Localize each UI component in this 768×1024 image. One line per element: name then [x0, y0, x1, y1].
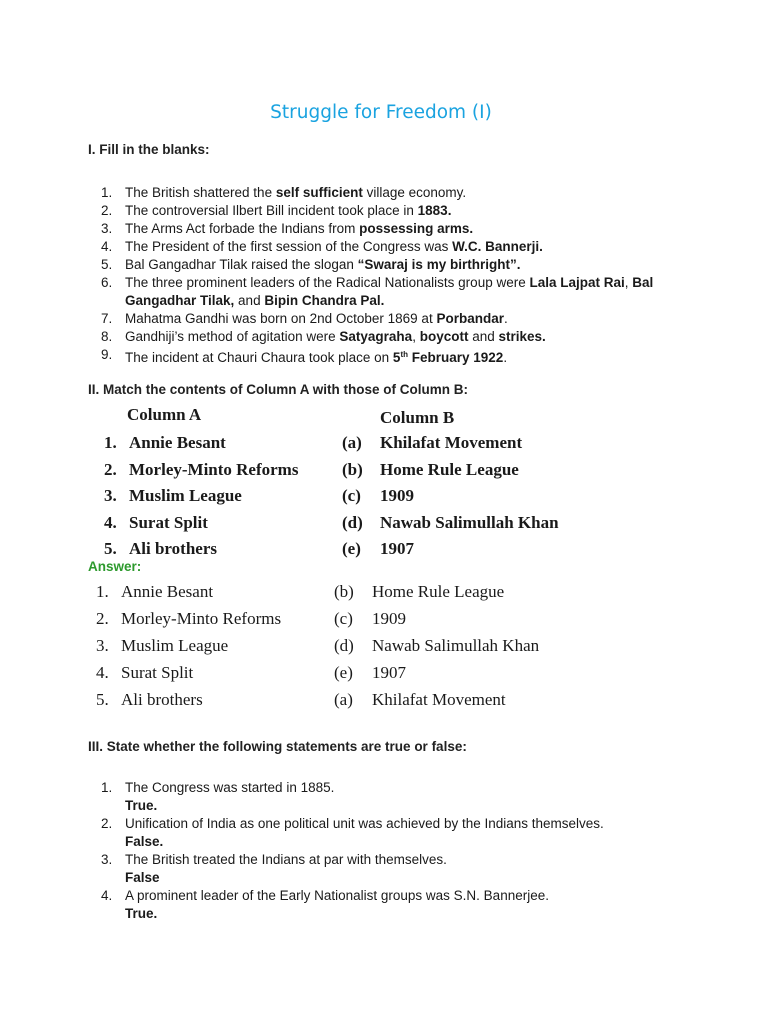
- item-number: 1.: [101, 185, 113, 200]
- answer-text: Bipin Chandra Pal.: [264, 293, 385, 308]
- item-text: The British shattered the: [125, 185, 276, 200]
- statement-text: A prominent leader of the Early Nationalist groups was S.N. Bannerjee.: [125, 888, 549, 903]
- item-text: ,: [624, 275, 633, 290]
- cell-num: 5.: [96, 690, 109, 709]
- cell-letter: (c): [334, 609, 353, 628]
- cell-letter: (e): [334, 663, 353, 682]
- cell-a: Annie Besant: [129, 433, 226, 452]
- item-number: 2.: [101, 203, 113, 218]
- list-item: [88, 202, 688, 220]
- item-number: 5.: [101, 257, 113, 272]
- cell-a: Muslim League: [121, 636, 229, 655]
- fill-in-blanks-list: [88, 184, 688, 367]
- section-2-heading: II. Match the contents of Column A with those of Column B:: [88, 382, 468, 397]
- cell-letter: (a): [334, 690, 353, 709]
- column-a-header: Column A: [127, 405, 202, 424]
- cell-a: Annie Besant: [121, 582, 214, 601]
- cell-a: Ali brothers: [129, 539, 217, 558]
- answer-text: W.C. Bannerji.: [452, 239, 543, 254]
- item-text: Gandhiji’s method of agitation were: [125, 329, 340, 344]
- cell-letter: (e): [342, 539, 361, 558]
- cell-b: Nawab Salimullah Khan: [372, 636, 540, 655]
- answer-text: True.: [125, 906, 158, 921]
- item-number: 8.: [101, 329, 113, 344]
- answer-text: True.: [125, 798, 158, 813]
- answer-text: possessing arms.: [359, 221, 474, 236]
- answer-text: self sufficient: [275, 185, 363, 200]
- list-item: [88, 346, 688, 367]
- answer-text: False: [125, 870, 160, 885]
- cell-num: 4.: [104, 512, 117, 532]
- cell-num: 5.: [104, 539, 117, 558]
- section-1-heading: I. Fill in the blanks:: [88, 142, 210, 157]
- item-text: The Arms Act forbade the Indians from: [125, 221, 360, 236]
- item-text: Bal Gangadhar Tilak raised the slogan: [125, 257, 358, 272]
- cell-a: Morley-Minto Reforms: [129, 459, 299, 479]
- section-3-heading: III. State whether the following statements are true or false:: [88, 739, 467, 754]
- column-b-header: Column B: [380, 408, 455, 427]
- answer-text: Bal Gangadhar Tilak,: [125, 275, 654, 308]
- answer-label: Answer:: [88, 559, 142, 574]
- item-text: village economy.: [362, 185, 467, 200]
- item-number: 4.: [101, 888, 113, 903]
- item-text: The three prominent leaders of the Radical Nationalists group were: [125, 275, 530, 290]
- cell-letter: (c): [342, 486, 361, 505]
- page-title: Struggle for Freedom (I): [270, 102, 492, 123]
- answer-text: False.: [125, 834, 164, 849]
- answer-text: boycott: [419, 329, 469, 344]
- match-row: [104, 433, 574, 455]
- list-item: [88, 887, 688, 923]
- list-item: [88, 328, 688, 346]
- true-false-list: [88, 779, 688, 923]
- item-number: 7.: [101, 311, 113, 326]
- item-text: .: [503, 311, 508, 326]
- item-text: Mahatma Gandhi was born on 2nd October 1869 at: [125, 311, 437, 326]
- cell-a: Muslim League: [129, 486, 242, 505]
- answer-row: [96, 609, 526, 631]
- statement-text: The British treated the Indians at par with themselves.: [125, 852, 447, 867]
- cell-b: 1907: [372, 663, 406, 682]
- answer-text: Satyagraha: [339, 329, 413, 344]
- item-number: 3.: [101, 221, 113, 236]
- cell-num: 2.: [96, 609, 109, 628]
- list-item: [88, 310, 688, 328]
- answer-text: th: [400, 350, 408, 359]
- answer-row: [96, 582, 526, 604]
- list-item: [88, 256, 688, 274]
- cell-letter: (d): [342, 512, 363, 532]
- item-number: 3.: [101, 852, 113, 867]
- cell-letter: (a): [342, 433, 362, 452]
- list-item: [88, 184, 688, 202]
- cell-num: 2.: [104, 459, 117, 479]
- match-row: [104, 513, 574, 535]
- statement-text: The Congress was started in 1885.: [125, 780, 335, 795]
- cell-letter: (b): [342, 459, 363, 479]
- cell-num: 1.: [96, 582, 109, 601]
- cell-a: Surat Split: [121, 663, 194, 682]
- answer-text: February 1922: [408, 350, 504, 365]
- item-text: The incident at Chauri Chaura took place on: [125, 350, 393, 365]
- item-text: and: [234, 293, 265, 308]
- item-text: .: [503, 350, 508, 365]
- cell-num: 3.: [104, 486, 117, 505]
- list-item: [88, 851, 688, 887]
- cell-b: Home Rule League: [372, 582, 505, 601]
- list-item: [88, 779, 688, 815]
- item-number: 9.: [101, 347, 113, 362]
- answer-text: 5: [392, 350, 401, 365]
- answer-text: “Swaraj is my birthright”.: [357, 257, 521, 272]
- statement-text: Unification of India as one political unit was achieved by the Indians themselves.: [125, 816, 604, 831]
- cell-num: 4.: [96, 663, 109, 682]
- item-number: 6.: [101, 275, 113, 290]
- item-text: and: [468, 329, 499, 344]
- list-item: [88, 815, 688, 851]
- cell-num: 1.: [104, 433, 117, 452]
- answer-text: 1883.: [417, 203, 452, 218]
- answer-row: [96, 690, 526, 712]
- cell-num: 3.: [96, 636, 109, 655]
- list-item: [88, 274, 688, 310]
- cell-a: Morley-Minto Reforms: [121, 609, 282, 628]
- cell-b: Nawab Salimullah Khan: [380, 512, 559, 532]
- cell-a: Ali brothers: [121, 690, 203, 709]
- cell-b: 1907: [380, 539, 414, 558]
- cell-b: 1909: [380, 486, 414, 505]
- item-text: ,: [412, 329, 420, 344]
- answer-row: [96, 663, 526, 685]
- item-text: The controversial Ilbert Bill incident took place in: [125, 203, 418, 218]
- item-number: 1.: [101, 780, 113, 795]
- match-row: [104, 539, 574, 561]
- cell-b: Home Rule League: [380, 459, 519, 479]
- item-number: 4.: [101, 239, 113, 254]
- cell-letter: (b): [334, 582, 354, 601]
- cell-b: 1909: [372, 609, 406, 628]
- answer-text: Lala Lajpat Rai: [529, 275, 625, 290]
- match-row: [104, 460, 574, 482]
- item-text: The President of the first session of the Congress was: [125, 239, 453, 254]
- list-item: [88, 238, 688, 256]
- cell-b: Khilafat Movement: [372, 690, 506, 709]
- match-row: [104, 486, 574, 508]
- answer-text: strikes.: [498, 329, 546, 344]
- list-item: [88, 220, 688, 238]
- cell-letter: (d): [334, 636, 354, 655]
- cell-a: Surat Split: [129, 512, 208, 532]
- item-number: 2.: [101, 816, 113, 831]
- cell-b: Khilafat Movement: [380, 433, 523, 452]
- answer-text: Porbandar: [436, 311, 504, 326]
- answer-row: [96, 636, 540, 658]
